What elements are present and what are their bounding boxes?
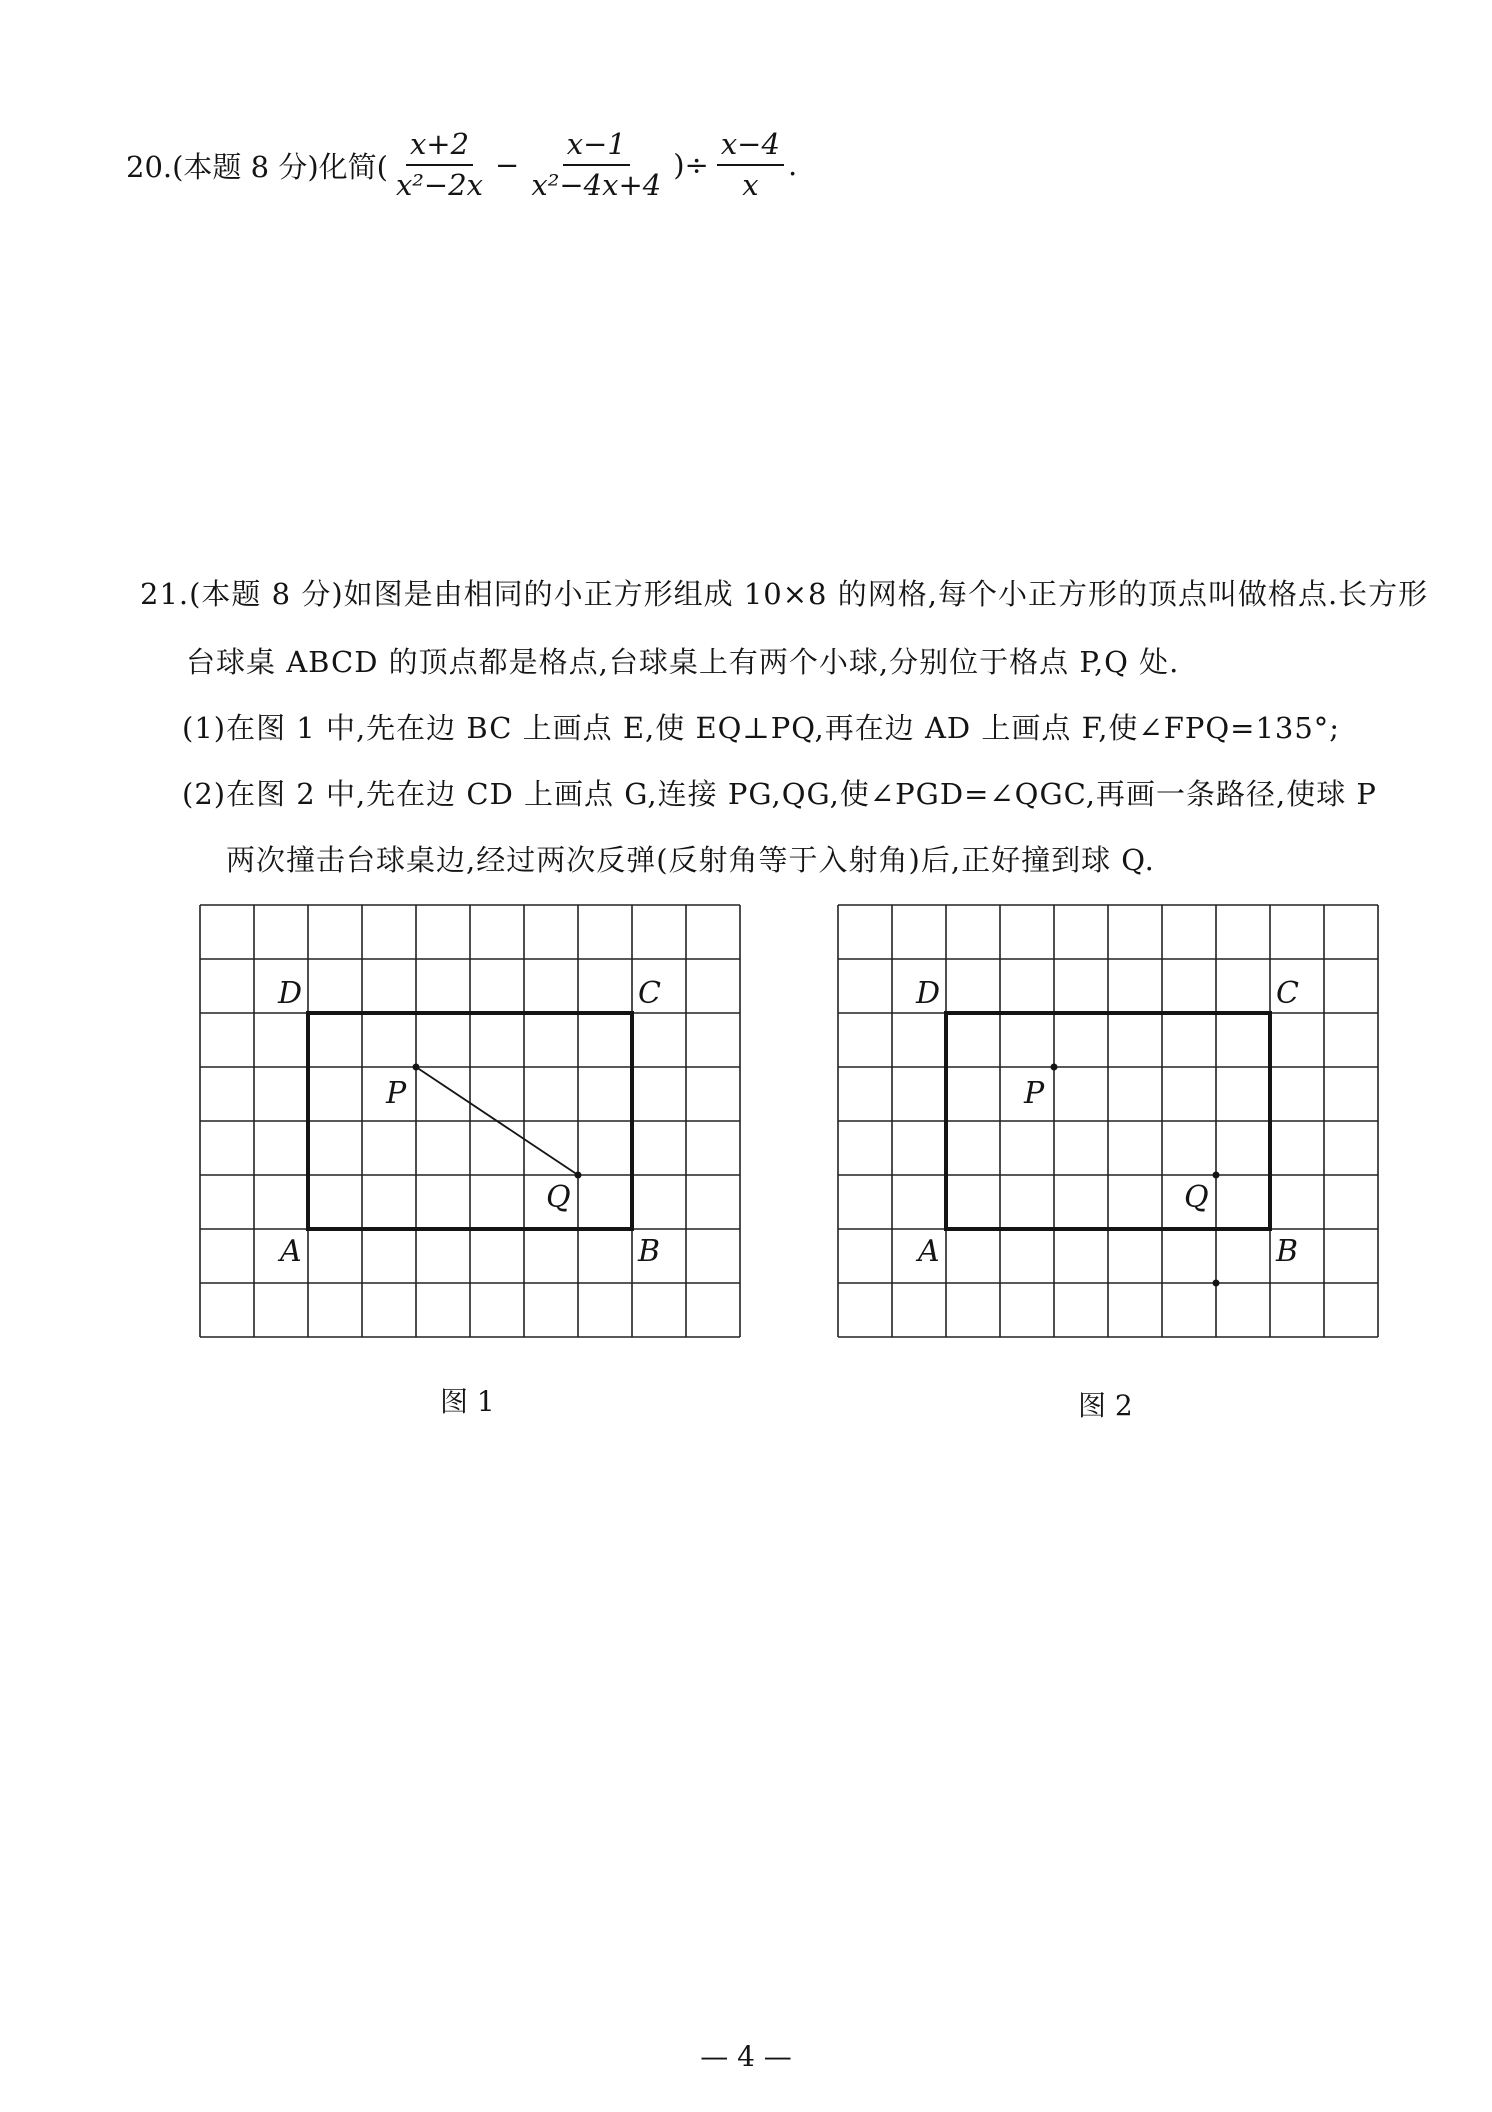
page-number: — 4 —: [700, 2040, 792, 2073]
figure-2-caption: 图 2: [1078, 1389, 1133, 1422]
point-p: [1051, 1064, 1058, 1071]
figure-1-caption: 图 1: [440, 1385, 495, 1418]
fraction-3-denominator: x: [742, 168, 759, 203]
q20-end: .: [787, 148, 798, 183]
fraction-2-numerator: x−1: [563, 128, 630, 166]
q21-line-1: 21.(本题 8 分)如图是由相同的小正方形组成 10×8 的网格,每个小正方形的顶点叫做格点.长方形: [140, 577, 1429, 611]
fraction-1-numerator: x+2: [406, 128, 473, 166]
label-c: C: [638, 976, 661, 1011]
fraction-2: [527, 128, 665, 203]
question-20: [126, 128, 797, 203]
point-q: [575, 1172, 582, 1179]
q21-line-2: 台球桌 ABCD 的顶点都是格点,台球桌上有两个小球,分别位于格点 P,Q 处.: [186, 645, 1180, 679]
label-a: A: [280, 1234, 302, 1269]
point-extra: [1213, 1280, 1220, 1287]
label-d: D: [916, 976, 941, 1011]
fraction-1: [392, 128, 487, 203]
fraction-3-numerator: x−4: [717, 128, 784, 166]
fraction-1-denominator: x²−2x: [395, 168, 484, 203]
label-d: D: [278, 976, 303, 1011]
point-p: [413, 1064, 420, 1071]
minus-sign: −: [495, 148, 520, 183]
label-q: Q: [546, 1180, 571, 1215]
label-c: C: [1276, 976, 1299, 1011]
label-b: B: [1276, 1234, 1299, 1269]
close-paren-divide: )÷: [673, 148, 709, 183]
label-b: B: [638, 1234, 661, 1269]
fraction-3: [717, 128, 784, 203]
q21-line-3: (1)在图 1 中,先在边 BC 上画点 E,使 EQ⊥PQ,再在边 AD 上画点 F,使∠FPQ=135°;: [182, 711, 1341, 745]
q21-line-5: 两次撞击台球桌边,经过两次反弹(反射角等于入射角)后,正好撞到球 Q.: [226, 843, 1155, 877]
label-q: Q: [1184, 1180, 1209, 1215]
figure-2-grid: [826, 895, 1386, 1355]
label-p: P: [386, 1076, 407, 1111]
figure-1-grid: [188, 895, 748, 1355]
label-p: P: [1024, 1076, 1045, 1111]
label-a: A: [918, 1234, 940, 1269]
point-q: [1213, 1172, 1220, 1179]
fraction-2-denominator: x²−4x+4: [531, 168, 662, 203]
q20-prefix: 20.(本题 8 分)化简(: [126, 149, 388, 184]
q21-line-4: (2)在图 2 中,先在边 CD 上画点 G,连接 PG,QG,使∠PGD=∠QGC,再画一条路径,使球 P: [182, 777, 1377, 811]
